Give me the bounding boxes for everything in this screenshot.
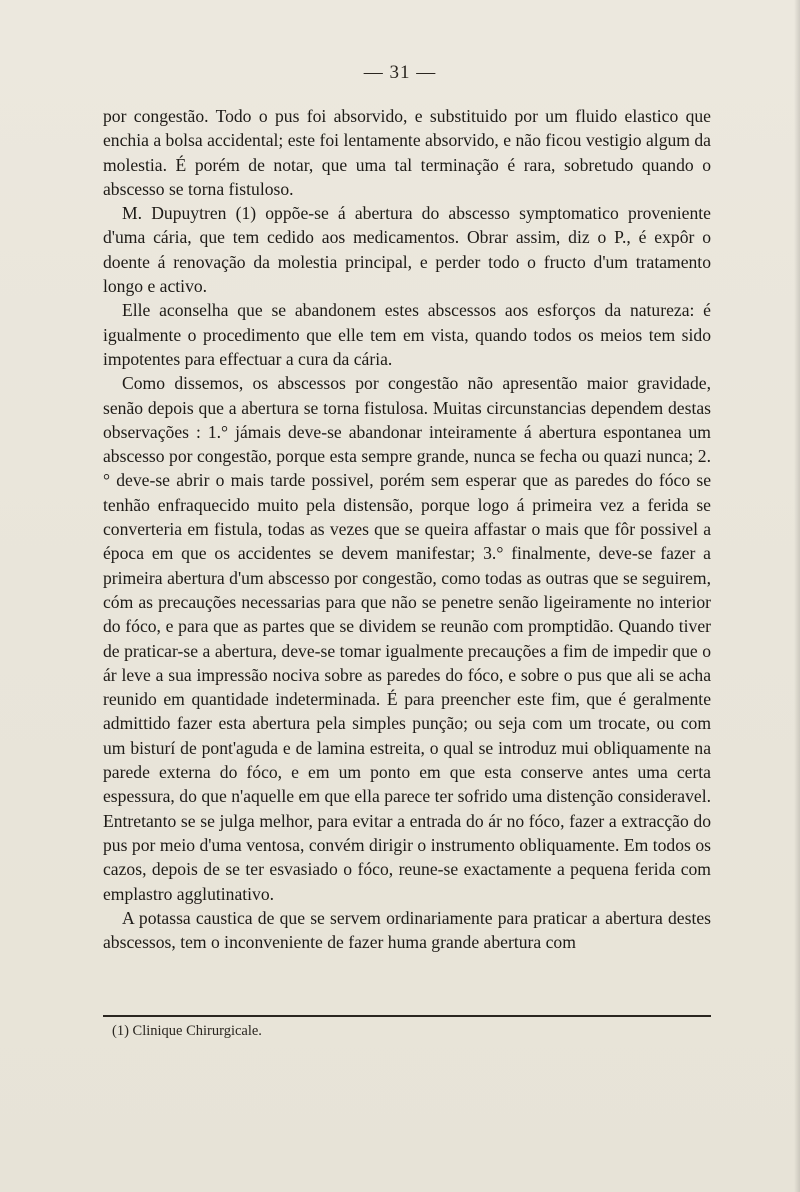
footnote-divider [103, 1015, 711, 1017]
paragraph-4: Como dissemos, os abscessos por congestão não apresentão maior gravidade, senão depois que a abertura se torna fistulosa. Muitas circunstancias dependem destas observações : 1.° jámais deve-se abandonar inteiramente á abertura espontanea um abscesso por congestão, porque esta sempre grande, nunca se fecha ou quazi nunca; 2.° deve-se abrir o mais tarde possivel, porém sem esperar que as paredes do fóco se tenhão enfraquecido muito pela distensão, porque logo á primeira vez a ferida se converteria em fistula, todas as vezes que se queira affastar o mais que fôr possivel a época em que os accidentes se devem manifestar; 3.° finalmente, deve-se fazer a primeira abertura d'um abscesso por congestão, como todas as outras que se seguirem, cóm as precauções necessarias para que não se penetre senão ligeiramente no interior do fóco, e para que as partes que se dividem se reunão com promptidão. Quando tiver de praticar-se a abertura, deve-se tomar igualmente precauções a fim de impedir que o ár leve a sua impressão nociva sobre as paredes do fóco, e sobre o pus que ali se acha reunido em quantidade indeterminada. É para preencher este fim, que é geralmente admittido fazer esta abertura pela simples punção; ou seja com um trocate, ou com um bisturí de pont'aguda e de lamina estreita, o qual se introduz mui obliquamente na parede externa do fóco, e em um ponto em que esta conserve antes uma certa espessura, do que n'aquelle em que ella parece ter sofrido uma distenção consideravel. Entretanto se se julga melhor, para evitar a entrada do ár no fóco, fazer a extracção do pus por meio d'uma ventosa, convém dirigir o instrumento obliquamente. Em todos os cazos, depois de se ter esvasiado o fóco, reune-se exactamente a pequena ferida com emplastro agglutinativo. [103, 373, 711, 904]
paragraph-3: Elle aconselha que se abandonem estes abscessos aos esforços da natureza: é igualmente o procedimento que elle tem em vista, quando todos os meios tem sido impotentes para effectuar a cura da cária. [103, 300, 711, 369]
paragraph-1: por congestão. Todo o pus foi absorvido, e substituido por um fluido elastico que enchia a bolsa accidental; este foi lentamente absorvido, e não ficou vestigio algum da molestia. É porém de notar, que uma tal terminação é rara, sobretudo quando o abscesso se torna fistuloso. [103, 106, 711, 199]
footnote: (1) Clinique Chirurgicale. [112, 1023, 262, 1039]
body-text [103, 104, 711, 954]
page-number: — 31 — [363, 62, 437, 83]
paragraph-5: A potassa caustica de que se servem ordinariamente para praticar a abertura destes abscessos, tem o inconveniente de fazer huma grande abertura com [103, 907, 711, 953]
page-edge-shadow [794, 0, 800, 1192]
paragraph-2: M. Dupuytren (1) oppõe-se á abertura do abscesso symptomatico proveniente d'uma cária, que tem cedido aos medicamentos. Obrar assim, diz o P., é expôr o doente á renovação da molestia principal, e perder todo o fructo d'um tratamento longo e activo. [103, 203, 711, 297]
